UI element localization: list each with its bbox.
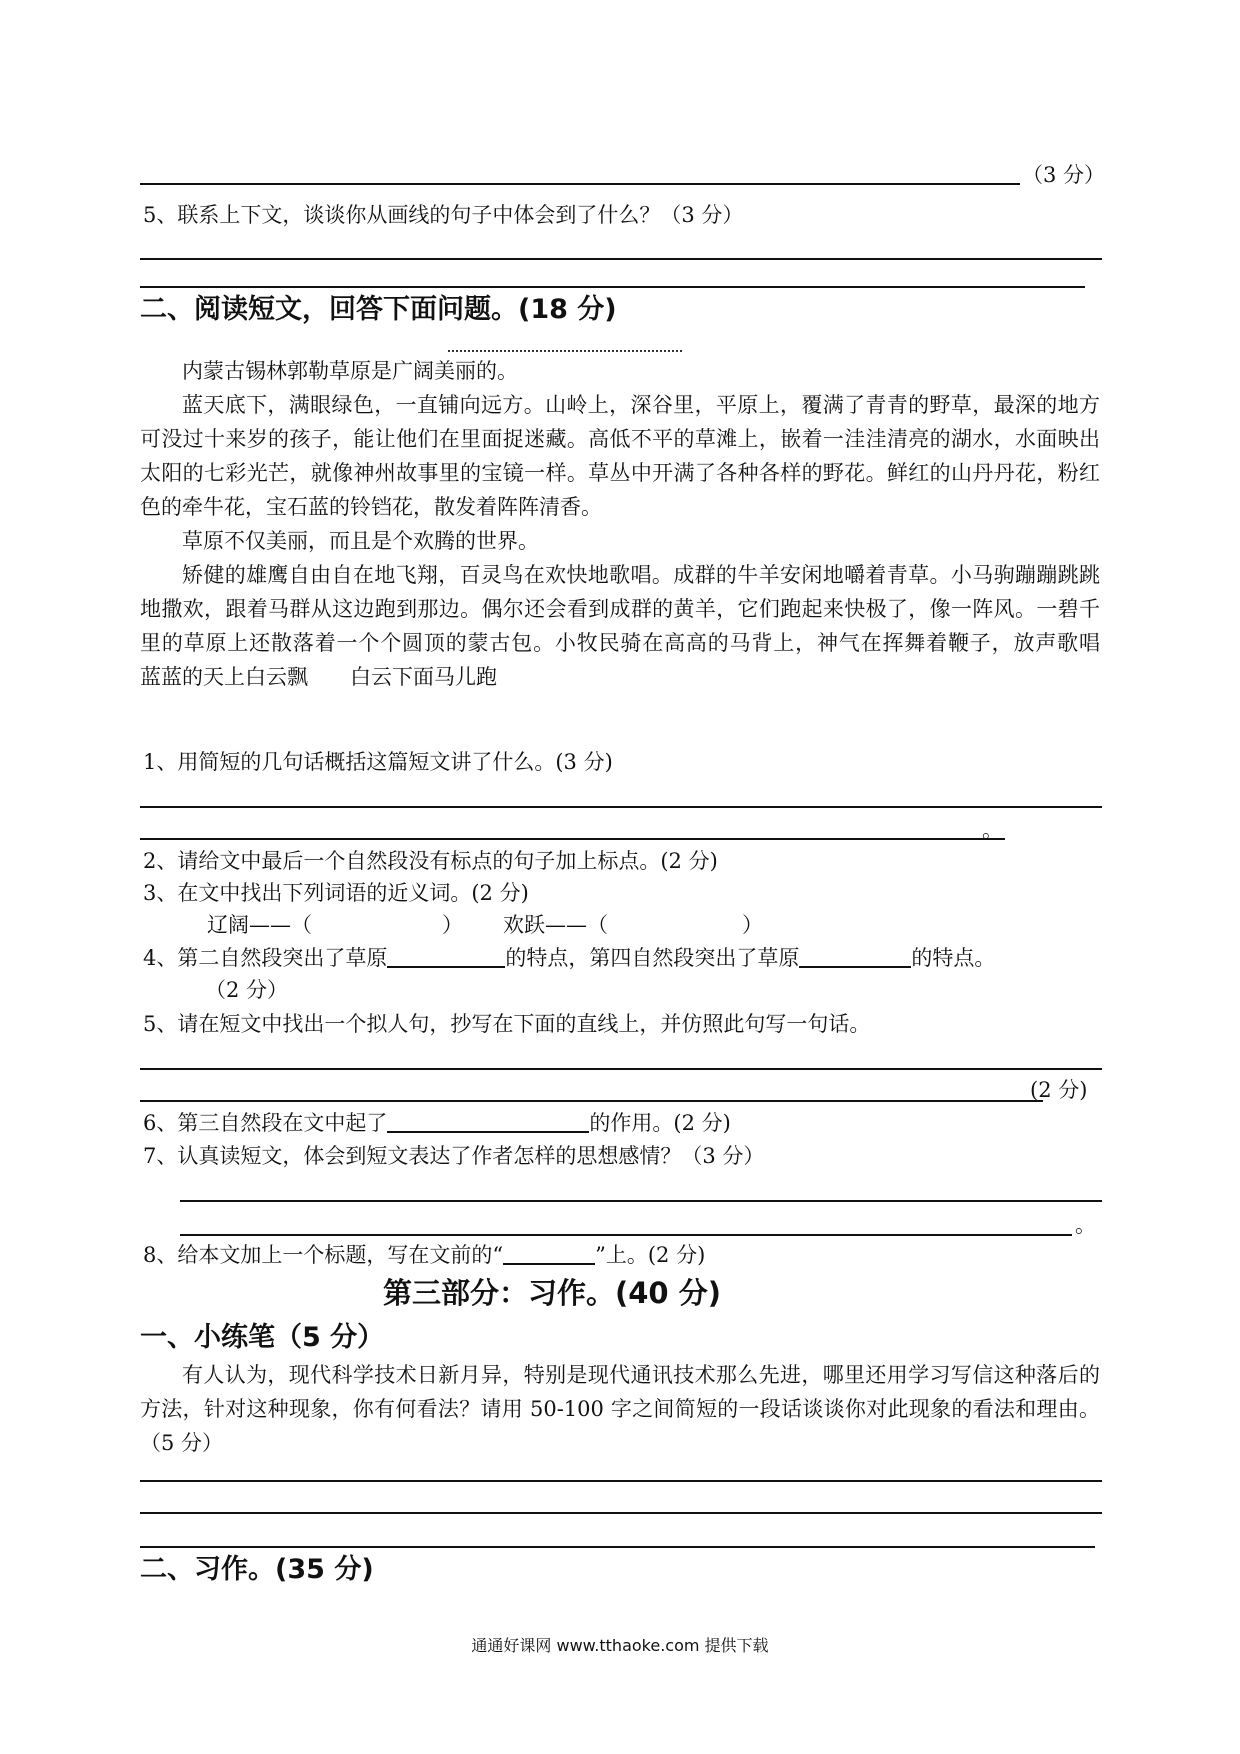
section-heading-practice: 一、小练笔（5 分）: [140, 1322, 385, 1353]
answer-line: [140, 806, 1102, 808]
question-8-part-a: 8、给本文加上一个标题，写在文前的“: [143, 1243, 504, 1267]
passage-paragraph-3: 草原不仅美丽，而且是个欢腾的世界。: [182, 529, 539, 553]
question-4: [143, 943, 995, 973]
passage-paragraph-1: 内蒙古锡林郭勒草原是广阔美丽的。: [182, 359, 518, 383]
reading-passage: [140, 354, 1142, 694]
answer-blank: [387, 944, 505, 968]
synonym-item-1: 辽阔——（: [207, 913, 312, 937]
answer-line: [140, 1512, 1102, 1514]
question-7: 7、认真读短文，体会到短文表达了作者怎样的思想感情？（3 分）: [143, 1144, 765, 1168]
answer-line: [140, 286, 1085, 288]
bracket-close: ）: [742, 913, 763, 937]
period-mark: 。: [1075, 1213, 1096, 1237]
answer-blank: [503, 1241, 595, 1265]
period-mark: 。: [982, 818, 1003, 842]
passage-paragraph-2: 蓝天底下，满眼绿色，一直铺向远方。山岭上，深谷里，平原上，覆满了青青的野草，最深的地方可没过十来岁的孩子，能让他们在里面捉迷藏。高低不平的草滩上，嵌着一洼洼清亮的湖水，水面映出太阳的七彩光芒，就像神州故事里的宝镜一样。草丛中开满了各种各样的野花。鲜红的山丹丹花，粉红色的牵牛花，宝石蓝的铃铛花，散发着阵阵清香。: [140, 393, 1100, 519]
question-4-part-b: 的特点，第四自然段突出了草原: [505, 946, 800, 970]
practice-prompt-text: 有人认为，现代科学技术日新月异，特别是现代通讯技术那么先进，哪里还用学习写信这种落后的方法，针对这种现象，你有何看法？请用 50-100 字之间简短的一段话谈谈你对此现象的看法和理由。（5 分）: [140, 1363, 1100, 1455]
part-3-title: 第三部分：习作。(40 分): [383, 1276, 721, 1310]
answer-line: [180, 1200, 1102, 1202]
answer-line: [180, 1234, 1072, 1236]
answer-line: [140, 183, 1020, 185]
answer-line: [140, 1546, 1095, 1548]
page-footer: 通通好课网 www.tthaoke.com 提供下载: [471, 1636, 769, 1655]
answer-line: [140, 838, 1005, 840]
score-label: (2 分): [1030, 1078, 1088, 1102]
question-8: [143, 1240, 705, 1270]
section-heading-composition: 二、习作。(35 分): [140, 1554, 374, 1585]
bracket-close: ）: [442, 913, 463, 937]
answer-blank: [387, 1109, 589, 1133]
question-6: [143, 1108, 731, 1138]
question-4-part-a: 4、第二自然段突出了草原: [143, 946, 388, 970]
practice-prompt: [140, 1358, 1100, 1460]
question-8-part-b: ”上。(2 分): [595, 1243, 706, 1267]
question-4-part-c: 的特点。: [911, 946, 996, 970]
passage-paragraph-4: 矫健的雄鹰自由自在地飞翔，百灵鸟在欢快地歌唱。成群的牛羊安闲地嚼着青草。小马驹蹦蹦跳跳地撒欢，跟着马群从这边跑到那边。偶尔还会看到成群的黄羊，它们跑起来快极了，像一阵风。一碧千里的草原上还散落着一个个圆顶的蒙古包。小牧民骑在高高的马背上，神气在挥舞着鞭子，放声歌唱 蓝蓝的天上白云飘 白云下面马儿跑: [140, 563, 1142, 689]
question-1: 1、用简短的几句话概括这篇短文讲了什么。(3 分): [143, 750, 613, 774]
synonym-item-2: 欢跃——（: [503, 913, 608, 937]
question-3: 3、在文中找出下列词语的近义词。(2 分): [143, 881, 529, 905]
section-heading-reading: 二、阅读短文，回答下面问题。(18 分): [140, 294, 617, 325]
title-blank: [448, 350, 682, 352]
question-5: 5、联系上下文，谈谈你从画线的句子中体会到了什么？（3 分）: [143, 203, 744, 227]
answer-line: [140, 1100, 1043, 1102]
score-label: （3 分）: [1022, 163, 1106, 187]
question-6-part-b: 的作用。(2 分): [589, 1111, 731, 1135]
answer-line: [140, 1480, 1102, 1482]
question-5-reading: 5、请在短文中找出一个拟人句，抄写在下面的直线上，并仿照此句写一句话。: [143, 1012, 871, 1036]
question-2: 2、请给文中最后一个自然段没有标点的句子加上标点。(2 分): [143, 849, 718, 873]
answer-blank: [799, 944, 911, 968]
answer-line: [140, 1068, 1102, 1070]
answer-line: [140, 258, 1102, 260]
score-label: （2 分）: [205, 978, 289, 1002]
question-6-part-a: 6、第三自然段在文中起了: [143, 1111, 388, 1135]
